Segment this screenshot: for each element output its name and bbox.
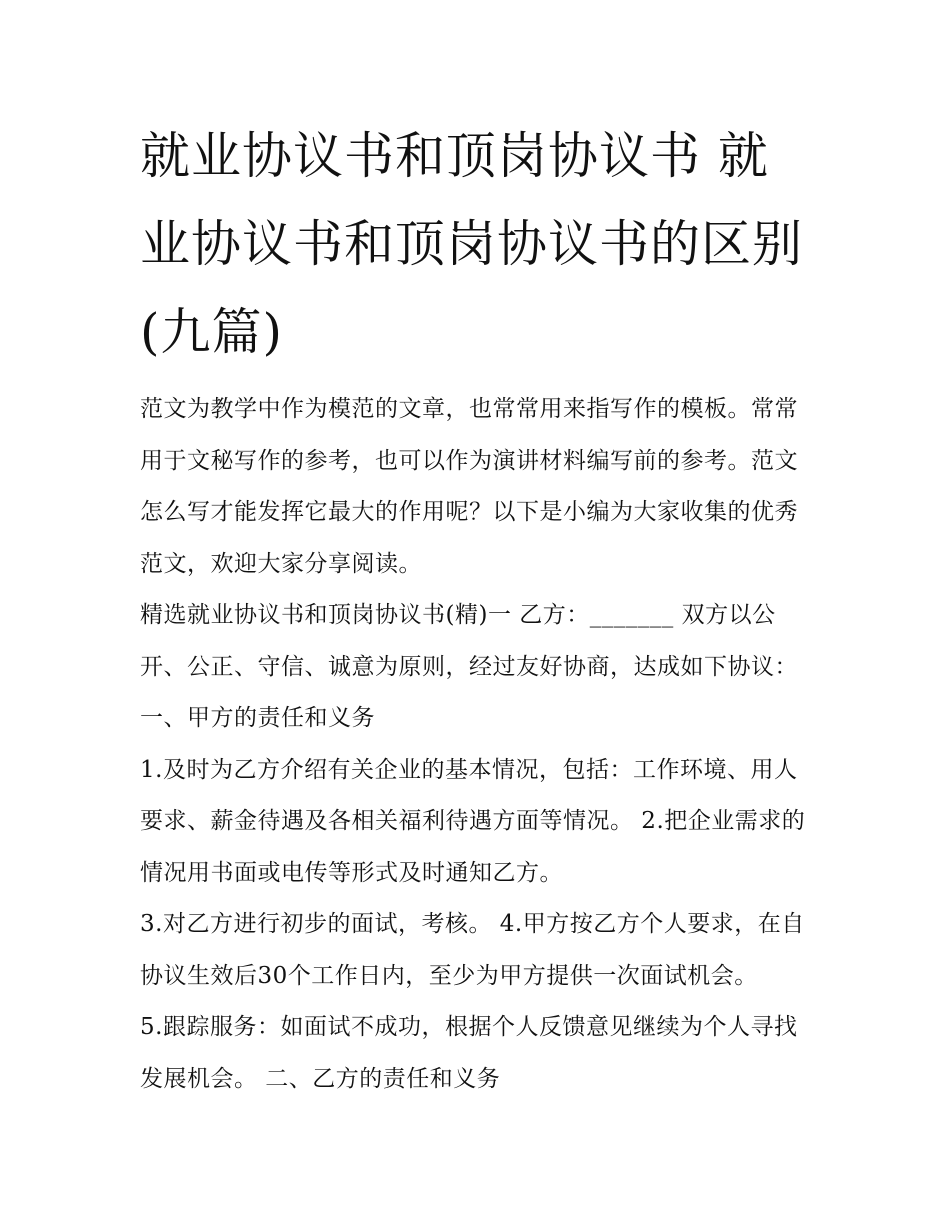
document-page — [140, 112, 812, 1105]
intro-paragraph: 范文为教学中作为模范的文章，也常常用来指写作的模板。常常用于文秘写作的参考，也可以作为演讲材料编写前的参考。范文怎么写才能发挥它最大的作用呢？以下是小编为大家收集的优秀范文，欢迎大家分享阅读。 — [140, 396, 798, 577]
agreement-opening-paragraph: 精选就业协议书和顶岗协议书(精)一 乙方：_______ 双方以公开、公正、守信、诚意为原则，经过友好协商，达成如下协议： 一、甲方的责任和义务 — [140, 602, 798, 731]
clause-paragraph-3: 5.跟踪服务：如面试不成功，根据个人反馈意见继续为个人寻找发展机会。 二、乙方的责任和义务 — [140, 1014, 798, 1092]
clause-paragraph-2: 3.对乙方进行初步的面试，考核。 4.甲方按乙方个人要求，在自协议生效后30个工作日内，至少为甲方提供一次面试机会。 — [140, 911, 805, 989]
clause-paragraph-1: 1.及时为乙方介绍有关企业的基本情况，包括：工作环境、用人要求、薪金待遇及各相关福利待遇方面等情况。 2.把企业需求的情况用书面或电传等形式及时通知乙方。 — [140, 756, 806, 886]
document-title: 就业协议书和顶岗协议书 就业协议书和顶岗协议书的区别(九篇) — [140, 127, 803, 361]
